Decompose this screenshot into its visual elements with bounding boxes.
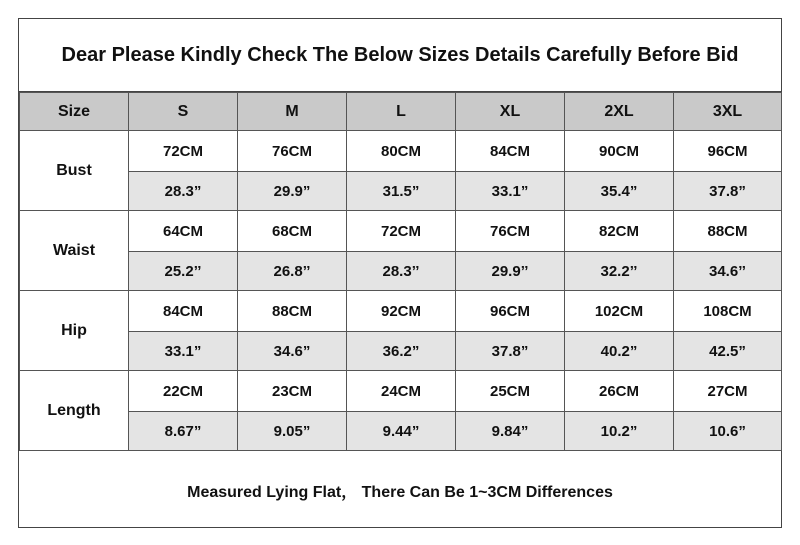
length-cm-cell: 25CM <box>456 371 565 412</box>
waist-cm-cell: 88CM <box>674 211 782 252</box>
table-row <box>20 412 782 451</box>
table-row <box>20 131 782 172</box>
hip-inch-cell: 34.6” <box>238 332 347 371</box>
hip-cm-cell: 84CM <box>129 291 238 332</box>
length-inch-cell: 10.2” <box>565 412 674 451</box>
footer-note: Measured Lying Flat， There Can Be 1~3CM Differences <box>187 484 613 501</box>
waist-inch-cell: 28.3’’ <box>347 252 456 291</box>
length-inch-cell: 10.6” <box>674 412 782 451</box>
measure-label-length: Length <box>20 371 129 451</box>
length-inch-cell: 9.44” <box>347 412 456 451</box>
column-header-s: S <box>129 93 238 131</box>
column-header-2xl: 2XL <box>565 93 674 131</box>
hip-cm-cell: 108CM <box>674 291 782 332</box>
hip-cm-cell: 96CM <box>456 291 565 332</box>
bust-inch-cell: 37.8” <box>674 172 782 211</box>
column-header-l: L <box>347 93 456 131</box>
length-cm-cell: 24CM <box>347 371 456 412</box>
waist-inch-cell: 29.9’’ <box>456 252 565 291</box>
size-chart-frame <box>18 18 782 528</box>
table-row <box>20 371 782 412</box>
bust-cm-cell: 76CM <box>238 131 347 172</box>
column-header-xl: XL <box>456 93 565 131</box>
hip-cm-cell: 92CM <box>347 291 456 332</box>
length-inch-cell: 9.05” <box>238 412 347 451</box>
table-header-row <box>20 93 782 131</box>
bust-inch-cell: 35.4” <box>565 172 674 211</box>
column-header-3xl: 3XL <box>674 93 782 131</box>
waist-inch-cell: 34.6’’ <box>674 252 782 291</box>
measure-label-hip: Hip <box>20 291 129 371</box>
page-title: Dear Please Kindly Check The Below Sizes Details Carefully Before Bid <box>19 19 781 92</box>
column-header-m: M <box>238 93 347 131</box>
waist-cm-cell: 64CM <box>129 211 238 252</box>
bust-inch-cell: 33.1” <box>456 172 565 211</box>
table-row <box>20 291 782 332</box>
table-row <box>20 332 782 371</box>
length-cm-cell: 27CM <box>674 371 782 412</box>
waist-inch-cell: 25.2’’ <box>129 252 238 291</box>
table-row <box>20 211 782 252</box>
waist-cm-cell: 82CM <box>565 211 674 252</box>
bust-cm-cell: 90CM <box>565 131 674 172</box>
measure-label-bust: Bust <box>20 131 129 211</box>
table-row <box>20 172 782 211</box>
length-cm-cell: 23CM <box>238 371 347 412</box>
column-header-size: Size <box>20 93 129 131</box>
bust-cm-cell: 96CM <box>674 131 782 172</box>
hip-inch-cell: 33.1” <box>129 332 238 371</box>
bust-inch-cell: 28.3” <box>129 172 238 211</box>
bust-cm-cell: 72CM <box>129 131 238 172</box>
waist-cm-cell: 76CM <box>456 211 565 252</box>
length-cm-cell: 26CM <box>565 371 674 412</box>
hip-cm-cell: 102CM <box>565 291 674 332</box>
waist-inch-cell: 26.8’’ <box>238 252 347 291</box>
size-table <box>19 92 782 451</box>
waist-cm-cell: 72CM <box>347 211 456 252</box>
measure-label-waist: Waist <box>20 211 129 291</box>
hip-inch-cell: 36.2” <box>347 332 456 371</box>
table-row <box>20 252 782 291</box>
hip-inch-cell: 37.8” <box>456 332 565 371</box>
length-inch-cell: 9.84” <box>456 412 565 451</box>
length-cm-cell: 22CM <box>129 371 238 412</box>
hip-cm-cell: 88CM <box>238 291 347 332</box>
hip-inch-cell: 40.2” <box>565 332 674 371</box>
length-inch-cell: 8.67” <box>129 412 238 451</box>
hip-inch-cell: 42.5” <box>674 332 782 371</box>
waist-cm-cell: 68CM <box>238 211 347 252</box>
bust-cm-cell: 80CM <box>347 131 456 172</box>
bust-inch-cell: 31.5” <box>347 172 456 211</box>
waist-inch-cell: 32.2’’ <box>565 252 674 291</box>
bust-cm-cell: 84CM <box>456 131 565 172</box>
bust-inch-cell: 29.9” <box>238 172 347 211</box>
